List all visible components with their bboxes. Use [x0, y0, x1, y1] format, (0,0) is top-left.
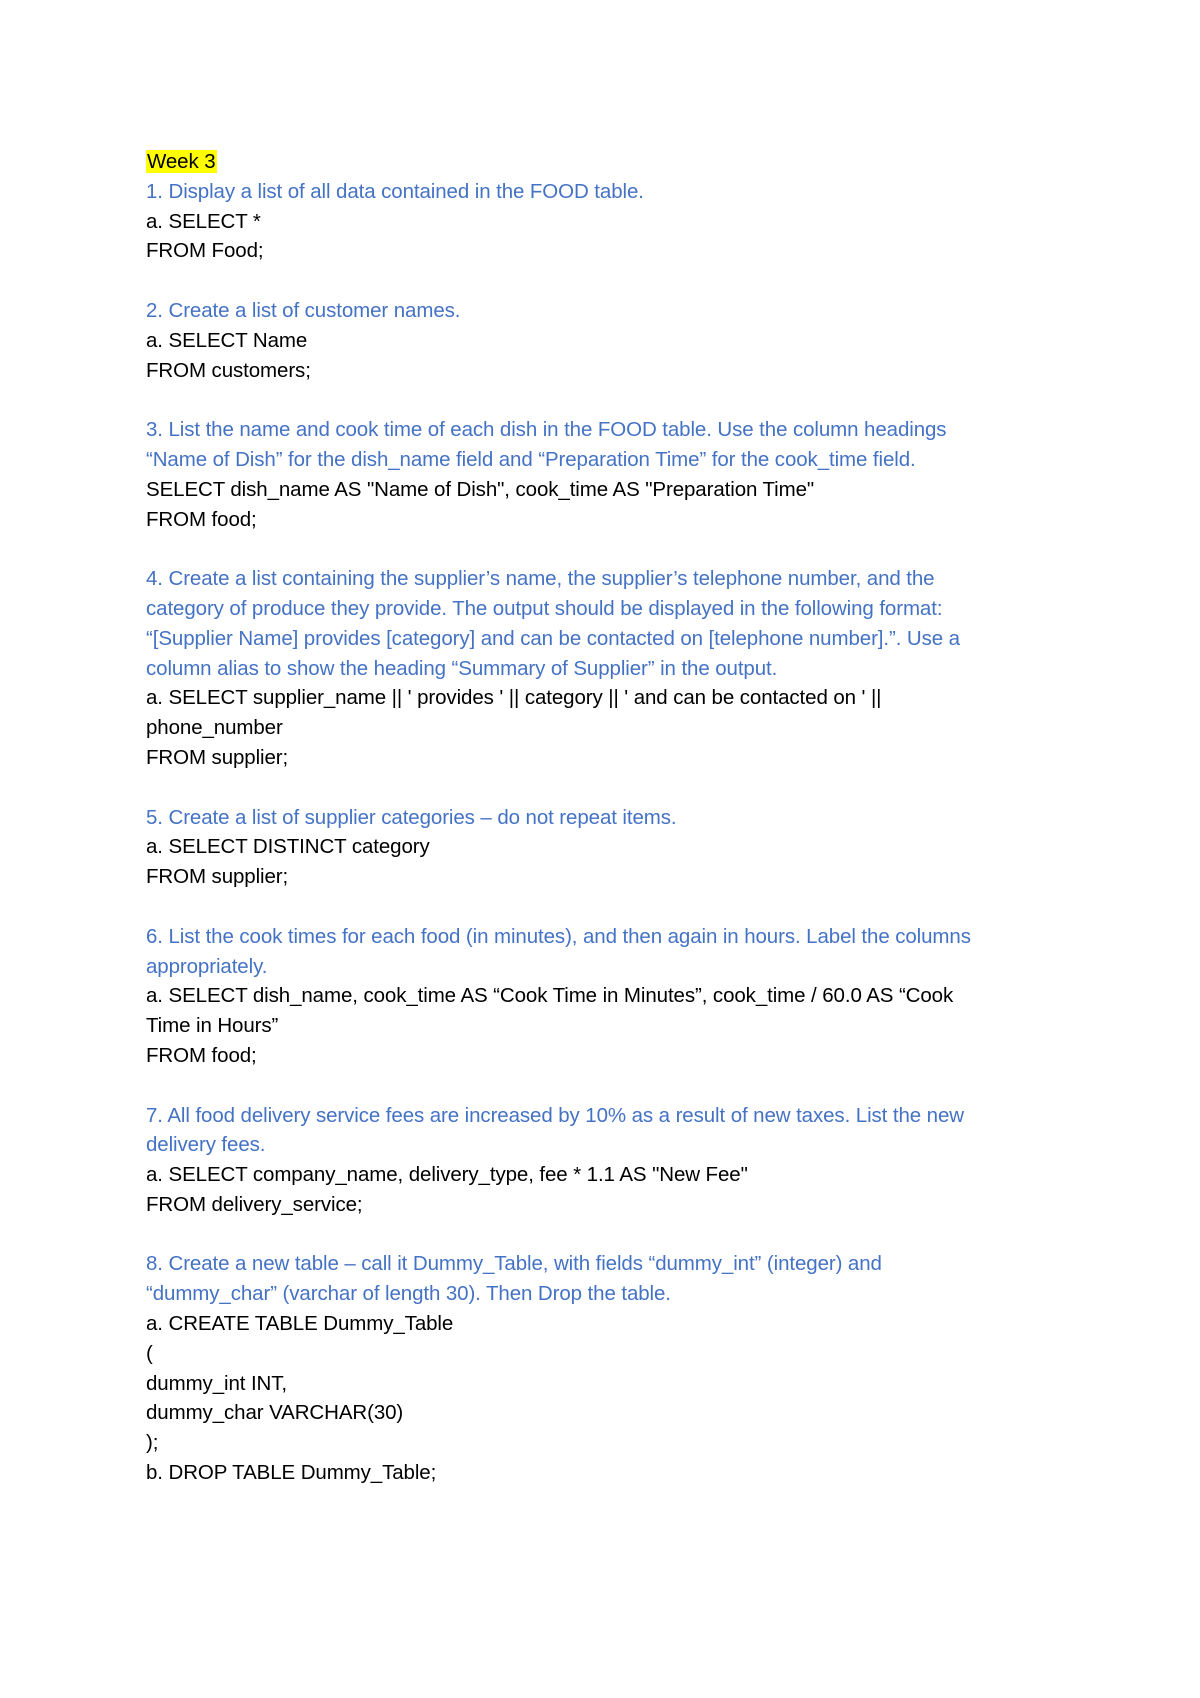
- answer-line: a. SELECT *: [146, 209, 261, 233]
- answer-line: Time in Hours”: [146, 1014, 279, 1038]
- blank-line: [146, 773, 1076, 803]
- blank-line: [146, 534, 1076, 564]
- question-line: 6. List the cook times for each food (in minutes), and then again in hours. Label the columns: [146, 924, 971, 948]
- exercise-7: [146, 1101, 1076, 1220]
- question-line: 7. All food delivery service fees are increased by 10% as a result of new taxes. List the new: [146, 1103, 964, 1127]
- question-line: delivery fees.: [146, 1133, 266, 1157]
- document-body: [146, 147, 1076, 1488]
- exercise-8: [146, 1249, 1076, 1487]
- question-line: 2. Create a list of customer names.: [146, 298, 461, 322]
- answer-line: dummy_char VARCHAR(30): [146, 1401, 404, 1425]
- answer-line: FROM supplier;: [146, 865, 289, 889]
- exercise-5: [146, 803, 1076, 892]
- answer-line: a. SELECT supplier_name || ' provides ' || category || ' and can be contacted on ' ||: [146, 686, 882, 710]
- answer-line: a. CREATE TABLE Dummy_Table: [146, 1312, 454, 1336]
- exercise-4: [146, 564, 1076, 773]
- answer-line: SELECT dish_name AS "Name of Dish", cook_time AS "Preparation Time": [146, 477, 815, 501]
- question-line: 4. Create a list containing the supplier’s name, the supplier’s telephone number, and the: [146, 567, 935, 591]
- answer-line: a. SELECT dish_name, cook_time AS “Cook Time in Minutes”, cook_time / 60.0 AS “Cook: [146, 984, 954, 1008]
- answer-line: a. SELECT company_name, delivery_type, fee * 1.1 AS "New Fee": [146, 1163, 748, 1187]
- answer-line: a. SELECT Name: [146, 328, 308, 352]
- sections: [146, 177, 1076, 1488]
- answer-line: FROM customers;: [146, 358, 311, 382]
- question-line: 8. Create a new table – call it Dummy_Table, with fields “dummy_int” (integer) and: [146, 1252, 882, 1276]
- answer-line: b. DROP TABLE Dummy_Table;: [146, 1461, 437, 1485]
- answer-line: FROM delivery_service;: [146, 1192, 363, 1216]
- question-line: 5. Create a list of supplier categories – do not repeat items.: [146, 805, 677, 829]
- answer-line: a. SELECT DISTINCT category: [146, 835, 430, 859]
- question-line: category of produce they provide. The output should be displayed in the following format:: [146, 596, 943, 620]
- week-heading: Week 3: [147, 150, 216, 173]
- exercise-3: [146, 415, 1076, 534]
- blank-line: [146, 266, 1076, 296]
- answer-line: FROM food;: [146, 1043, 257, 1067]
- exercise-2: [146, 296, 1076, 385]
- exercise-6: [146, 922, 1076, 1071]
- answer-line: FROM food;: [146, 507, 257, 531]
- answer-line: FROM supplier;: [146, 745, 289, 769]
- heading-line: [146, 147, 1076, 177]
- question-line: “Name of Dish” for the dish_name field and “Preparation Time” for the cook_time field.: [146, 447, 916, 471]
- question-line: “dummy_char” (varchar of length 30). Then Drop the table.: [146, 1282, 671, 1306]
- answer-line: FROM Food;: [146, 239, 264, 263]
- exercise-1: [146, 177, 1076, 266]
- blank-line: [146, 892, 1076, 922]
- question-line: appropriately.: [146, 954, 268, 978]
- answer-line: phone_number: [146, 716, 283, 740]
- question-line: column alias to show the heading “Summary of Supplier” in the output.: [146, 656, 778, 680]
- answer-line: (: [146, 1341, 153, 1365]
- question-line: 1. Display a list of all data contained in the FOOD table.: [146, 179, 644, 203]
- blank-line: [146, 1071, 1076, 1101]
- question-line: “[Supplier Name] provides [category] and can be contacted on [telephone number].”. Use a: [146, 626, 960, 650]
- blank-line: [146, 1220, 1076, 1250]
- question-line: 3. List the name and cook time of each dish in the FOOD table. Use the column headings: [146, 418, 947, 442]
- answer-line: dummy_int INT,: [146, 1371, 287, 1395]
- answer-line: );: [146, 1431, 159, 1455]
- blank-line: [146, 385, 1076, 415]
